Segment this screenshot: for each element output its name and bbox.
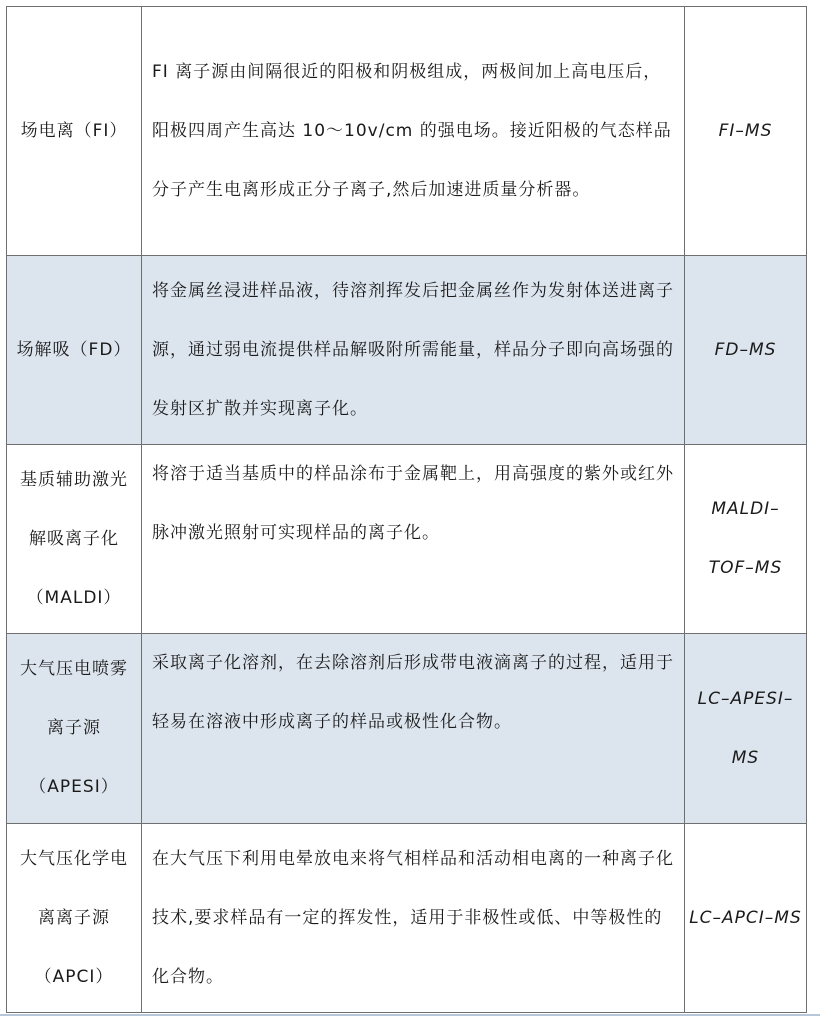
method-abbreviation-cell: LC–APCI–MS <box>685 824 807 1013</box>
method-description-cell: 将金属丝浸进样品液，待溶剂挥发后把金属丝作为发射体送进离子源，通过弱电流提供样品解吸附所需能量，样品分子即向高场强的发射区扩散并实现离子化。 <box>142 256 685 445</box>
method-description-cell: FI 离子源由间隔很近的阳极和阴极组成，两极间加上高电压后，阳极四周产生高达 10～10v/cm 的强电场。接近阳极的气态样品分子产生电离形成正分子离子,然后加速进质量分析器。 <box>142 7 685 256</box>
method-name-cell: 场电离（FI） <box>7 7 142 256</box>
method-abbreviation-cell: FI–MS <box>685 7 807 256</box>
method-name-cell: 场解吸（FD） <box>7 256 142 445</box>
method-name-cell: 基质辅助激光解吸离子化（MALDI） <box>7 445 142 634</box>
method-description-cell: 将溶于适当基质中的样品涂布于金属靶上，用高强度的紫外或红外脉冲激光照射可实现样品的离子化。 <box>142 445 685 634</box>
table-row <box>7 445 807 634</box>
table-row <box>7 7 807 256</box>
method-description-cell: 采取离子化溶剂，在去除溶剂后形成带电液滴离子的过程，适用于轻易在溶液中形成离子的样品或极性化合物。 <box>142 634 685 824</box>
table-row <box>7 256 807 445</box>
bottom-divider <box>0 1014 820 1016</box>
ionization-methods-table <box>6 6 807 1013</box>
method-abbreviation-cell: MALDI–TOF–MS <box>685 445 807 634</box>
method-abbreviation-cell: FD–MS <box>685 256 807 445</box>
method-name-cell: 大气压电喷雾离子源（APESI） <box>7 634 142 824</box>
table-row <box>7 634 807 824</box>
method-name-cell: 大气压化学电离离子源（APCI） <box>7 824 142 1013</box>
method-description-cell: 在大气压下利用电晕放电来将气相样品和活动相电离的一种离子化技术,要求样品有一定的挥发性，适用于非极性或低、中等极性的化合物。 <box>142 824 685 1013</box>
method-abbreviation-cell: LC–APESI–MS <box>685 634 807 824</box>
table-row <box>7 824 807 1013</box>
